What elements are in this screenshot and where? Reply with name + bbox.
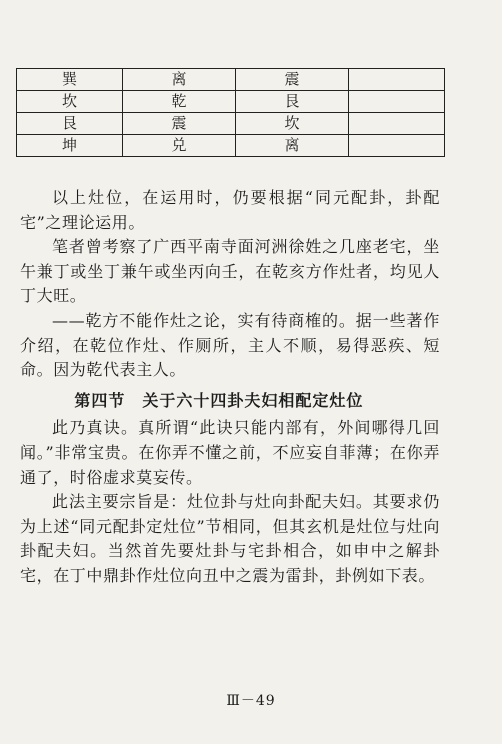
table-row — [17, 91, 445, 113]
paragraph: 此法主要宗旨是：灶位卦与灶向卦配夫妇。其要求仍为上述“同元配卦定灶位”节相同，但其玄机是灶位与灶向卦配夫妇。当然首先要灶卦与宅卦相合，如申中之解卦宅，在丁中鼎卦作灶位向丑中之震为雷卦，卦例如下表。 — [20, 492, 440, 585]
paragraph: 此乃真诀。真所谓“此诀只能内部有，外间哪得几回闻。”非常宝贵。在你弄不懂之前，不应妄自菲薄；在你弄通了，时俗虚求莫妄传。 — [20, 418, 440, 487]
paragraph: ——乾方不能作灶之论，实有待商榷的。据一些著作介绍，在乾位作灶、作厕所，主人不顺，易得恶疾、短命。因为乾代表主人。 — [20, 310, 440, 380]
table-cell: 震 — [236, 69, 349, 91]
table-row — [17, 135, 445, 157]
table-cell — [349, 113, 445, 135]
table-cell: 坎 — [17, 91, 123, 113]
table-row — [17, 113, 445, 135]
table-cell — [349, 69, 445, 91]
table-row — [17, 69, 445, 91]
table-cell: 离 — [236, 135, 349, 157]
table-cell — [349, 91, 445, 113]
paragraph: 以上灶位，在运用时，仍要根据“同元配卦，卦配宅”之理论运用。 — [20, 188, 440, 232]
trigram-table — [16, 68, 445, 157]
table-cell — [349, 135, 445, 157]
table-cell: 巽 — [17, 69, 123, 91]
table-cell: 兑 — [123, 135, 236, 157]
section-heading: 第四节 关于六十四卦夫妇相配定灶位 — [74, 390, 364, 410]
table-cell: 乾 — [123, 91, 236, 113]
page-number: Ⅲ－49 — [226, 693, 276, 709]
table-cell: 艮 — [236, 91, 349, 113]
table-cell: 坤 — [17, 135, 123, 157]
table-cell: 艮 — [17, 113, 123, 135]
table-cell: 坎 — [236, 113, 349, 135]
table-cell: 震 — [123, 113, 236, 135]
paragraph: 笔者曾考察了广西平南寺面河洲徐姓之几座老宅，坐午兼丁或坐丁兼午或坐丙向壬，在乾亥方作灶者，均见人丁大旺。 — [20, 237, 440, 306]
body-text — [20, 186, 440, 589]
table-cell: 离 — [123, 69, 236, 91]
